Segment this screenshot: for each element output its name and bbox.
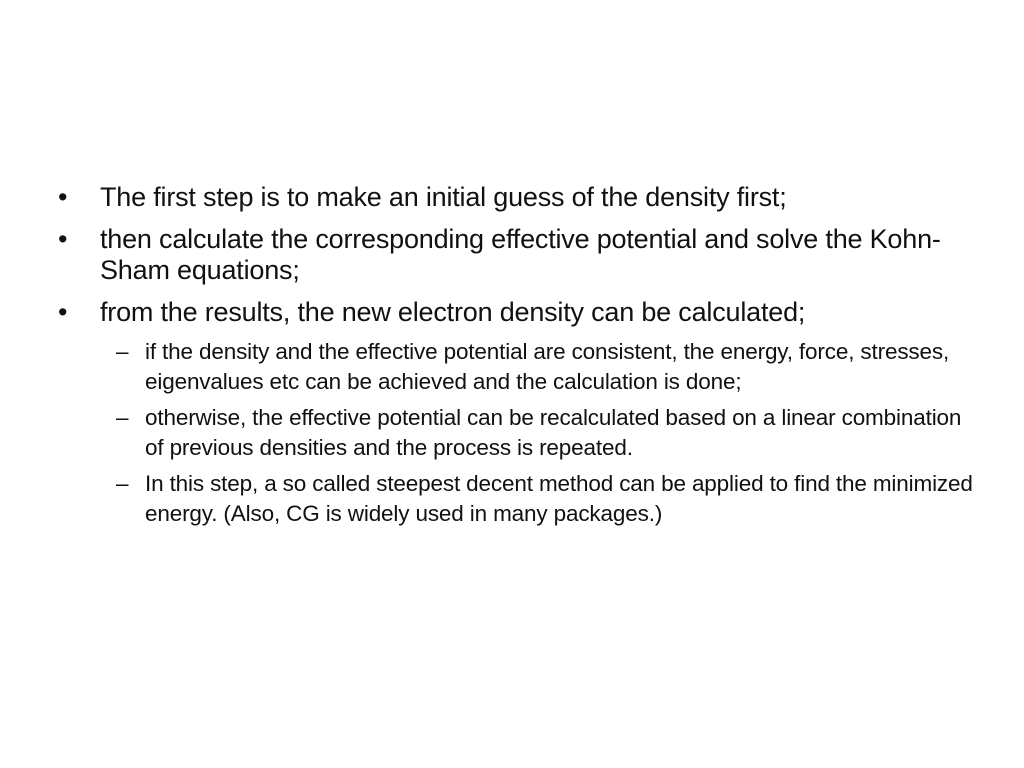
bullet-dot-icon: • (58, 182, 68, 212)
list-item (58, 297, 978, 328)
dash-bullet-icon: – (116, 339, 129, 364)
sub-list-item (116, 469, 978, 528)
list-item (58, 224, 978, 286)
sub-list-item-text: if the density and the effective potential are consistent, the energy, force, stresses, eigenvalues etc can be achieved and the calculation is done; (145, 339, 950, 394)
list-item-text: The first step is to make an initial guess of the density first; (100, 182, 787, 212)
sub-list-item-text: otherwise, the effective potential can be recalculated based on a linear combination of previous densities and the process is repeated. (145, 405, 962, 460)
bullet-dot-icon: • (58, 297, 68, 327)
dash-bullet-icon: – (116, 471, 129, 496)
list-item-text: from the results, the new electron density can be calculated; (100, 297, 806, 327)
dash-bullet-icon: – (116, 405, 129, 430)
sub-list-item (116, 337, 978, 396)
bullet-list (58, 182, 978, 535)
sub-list-item (116, 403, 978, 462)
sub-list-item-text: In this step, a so called steepest decent method can be applied to find the minimized energy. (Also, CG is widely used in many packages.) (145, 471, 973, 526)
bullet-dot-icon: • (58, 224, 68, 254)
sub-bullet-list (58, 337, 978, 528)
list-item-text: then calculate the corresponding effective potential and solve the Kohn-Sham equations; (100, 224, 941, 285)
list-item (58, 182, 978, 213)
